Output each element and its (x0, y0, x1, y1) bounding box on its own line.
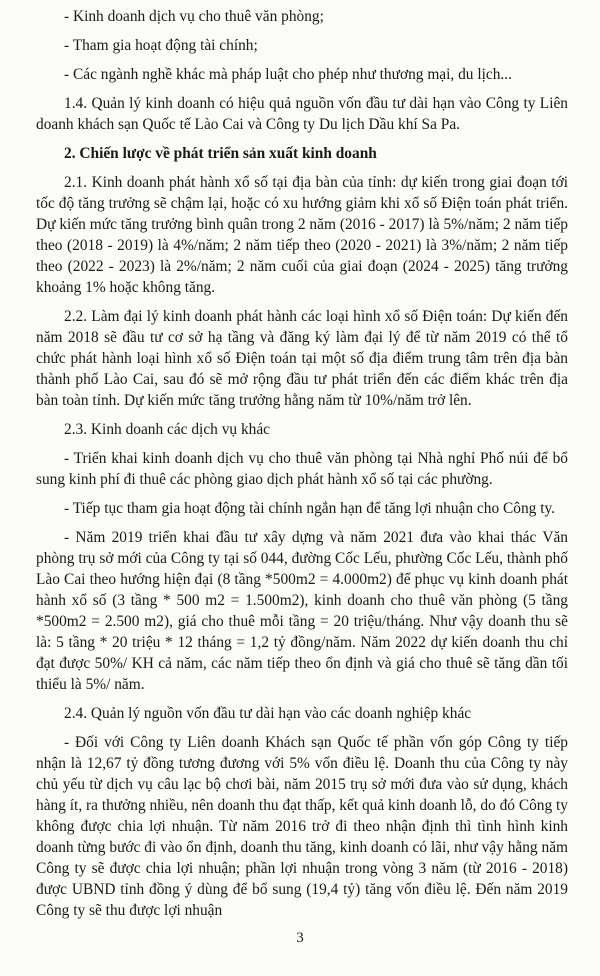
paragraph-2-1: 2.1. Kinh doanh phát hành xổ số tại địa bàn của tỉnh: dự kiến trong giai đoạn tới tốc độ tăng trưởng sẽ chậm lại, hoặc có xu hướng giảm khi xổ số Điện toán phát triển. Dự kiến mức tăng trưởng bình quân trong 2 năm (2016 - 2017) là 5%/năm; 2 năm tiếp theo (2018 - 2019) là 4%/năm; 2 năm tiếp theo (2020 - 2021) là 3%/năm; 2 năm tiếp theo (2022 - 2023) là 2%/năm; 2 năm cuối của giai đoạn (2024 - 2025) tăng trưởng khoảng 1% hoặc không tăng. (36, 174, 568, 296)
bullet-other-business: - Các ngành nghề khác mà pháp luật cho phép như thương mại, du lịch... (64, 66, 512, 83)
bullet-office-rental: - Kinh doanh dịch vụ cho thuê văn phòng; (64, 8, 324, 25)
subheading-2-3: 2.3. Kinh doanh các dịch vụ khác (64, 421, 270, 438)
section-heading-2: 2. Chiến lược về phát triển sản xuất kinh doanh (64, 145, 377, 162)
bullet-short-term-finance: - Tiếp tục tham gia hoạt động tài chính ngắn hạn để tăng lợi nhuận cho Công ty. (64, 500, 556, 517)
bullet-new-headquarters: - Năm 2019 triển khai đầu tư xây dựng và năm 2021 đưa vào khai thác Văn phòng trụ sở mới của Công ty tại số 044, đường Cốc Lếu, phường Cốc Lếu, thành phố Lào Cai theo hướng hiện đại (8 tầng *500m2 = 4.000m2) để phục vụ kinh doanh phát hành xổ số (3 tầng * 500 m2 = 1.500m2), kinh doanh cho thuê văn phòng (5 tầng *500m2 = 2.500 m2), giá cho thuê mỗi tầng = 20 triệu/tháng. Như vậy doanh thu sẽ là: 5 tầng * 20 triệu * 12 tháng = 1,2 tỷ đồng/năm. Năm 2022 dự kiến doanh thu chỉ đạt được 50%/ KH cả năm, các năm tiếp theo ổn định và giá cho thuê sẽ tăng dần tối thiểu là 5%/ năm. (36, 529, 568, 693)
subheading-2-4: 2.4. Quản lý nguồn vốn đầu tư dài hạn vào các doanh nghiệp khác (64, 705, 472, 722)
paragraph-2-2: 2.2. Làm đại lý kinh doanh phát hành các loại hình xổ số Điện toán: Dự kiến đến năm 2018 sẽ đầu tư cơ sở hạ tầng và đăng ký làm đại lý để từ năm 2019 có thể tổ chức phát hành loại hình xổ số Điện toán tại một số địa điểm trung tâm trên địa bàn thành phố Lào Cai, sau đó sẽ mở rộng đầu tư phát triển đến các điểm khác trên địa bàn toàn tỉnh. Dự kiến mức tăng trưởng hằng năm từ 10%/năm trở lên. (36, 308, 568, 409)
bullet-financial-activity: - Tham gia hoạt động tài chính; (64, 37, 258, 54)
paragraph-1-4: 1.4. Quản lý kinh doanh có hiệu quả nguồn vốn đầu tư dài hạn vào Công ty Liên doanh khách sạn Quốc tế Lào Cai và Công ty Du lịch Dầu khí Sa Pa. (36, 95, 568, 133)
page-body (36, 6, 568, 929)
bullet-joint-venture-hotel: - Đối với Công ty Liên doanh Khách sạn Quốc tế phần vốn góp Công ty tiếp nhận là 12,67 tỷ đồng tương đương với 5% vốn điều lệ. Doanh thu của Công ty này chủ yếu từ dịch vụ câu lạc bộ chơi bài, năm 2015 trụ sở mới đưa vào sử dụng, khách hàng ít, ra thưởng nhiều, nên doanh thu đạt thấp, kết quả kinh doanh lỗ, do đó Công ty không được chia lợi nhuận. Từ năm 2016 trở đi theo nhận định thì tình hình kinh doanh từng bước đi vào ổn định, doanh thu tăng, kinh doanh có lãi, như vậy hằng năm Công ty sẽ được chia lợi nhuận; phần lợi nhuận trong vòng 3 năm (từ 2016 - 2018) được UBND tỉnh đồng ý dùng để bổ sung (19,4 tỷ) tăng vốn điều lệ. Đến năm 2019 Công ty sẽ thu được lợi nhuận (36, 734, 568, 919)
bullet-office-rental-pho-nui: - Triển khai kinh doanh dịch vụ cho thuê văn phòng tại Nhà nghỉ Phố núi để bổ sung kinh phí đi thuê các phòng giao dịch phát hành xổ số tại các phường. (36, 450, 568, 488)
page-number: 3 (296, 930, 304, 946)
